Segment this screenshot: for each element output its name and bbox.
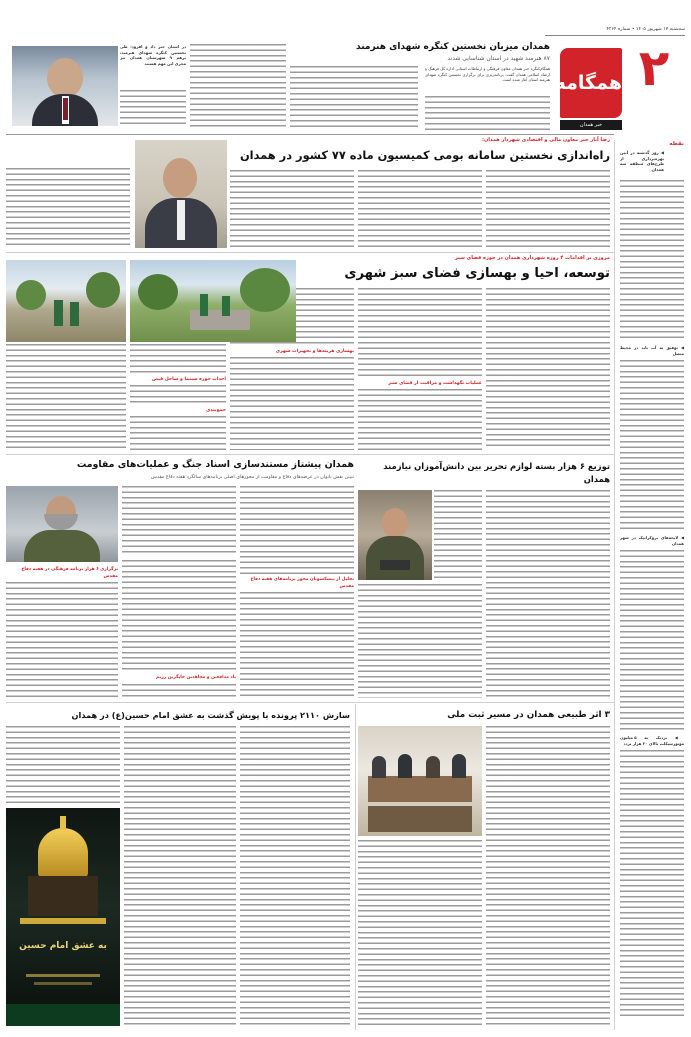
article4-text [240, 592, 354, 698]
lead-title: راه‌اندازی نخستین سامانه بومی کمیسیون ماده ۷۷ کشور در همدان [239, 148, 610, 162]
masthead-rule [545, 35, 685, 36]
article6-text [124, 726, 236, 1026]
article2-subhead: عملیات نگهداشت و مراقبت از فضای سبز [388, 381, 482, 386]
article5-text [486, 726, 610, 1026]
lead-text [358, 170, 482, 248]
top-story-title: همدان میزبان نخستین کنگره شهدای هنرمند [356, 42, 550, 52]
top-story [290, 40, 550, 132]
article4-subtitle: تبیین نقش بانوان در عرصه‌های دفاع و مقاومت از محورهای اصلی برنامه‌های سالگرد هفته دفاع مقدس [150, 475, 354, 480]
shrine-poster [6, 808, 120, 1026]
section-rule [6, 252, 614, 253]
lead-kicker: رضا آبار خبر معاون مالی و اقتصادی شهردار همدان: [482, 137, 610, 143]
article4-text [6, 582, 118, 698]
meeting-photo [358, 726, 482, 836]
article6-title: سازش ۲۱۱۰ پرونده با پویش گذشت به عشق امام حسین(ع) در همدان [71, 710, 350, 720]
article3-text [486, 490, 610, 698]
sidebar [620, 140, 684, 1030]
top-story-text [190, 44, 286, 130]
article5-title: ۳ اثر طبیعی همدان در مسیر ثبت ملی [447, 710, 610, 720]
top-story-text [425, 96, 550, 130]
speaker-photo [358, 490, 432, 580]
article3-title: توزیع ۶ هزار بسته لوازم تحریر بین دانش‌آموزان نیازمند همدان [383, 461, 610, 484]
official-photo [135, 140, 227, 248]
article2-subhead: جمع‌بندی [206, 408, 226, 413]
article2-text [486, 288, 610, 450]
article2-text [230, 357, 354, 450]
portrait-photo [12, 46, 118, 126]
article5-text [358, 840, 482, 1026]
quote-text: در استان خبر داد و افزود: طی نخستین کنگره شهدای هنرمند، برهم ۹ شهرستان همدان نیز مجری این مهم هستند [120, 44, 186, 66]
column-rule [355, 704, 356, 1030]
sidebar-snippet: ◀ روز گذشته در آیین بهره‌برداری از طرح‌های منطقه سه همدان [620, 150, 664, 172]
article4-text [122, 684, 236, 698]
sidebar-text [620, 750, 684, 1020]
sidebar-snippet: ◀ توفیق به آب باید در محیط متصل [620, 345, 684, 356]
sidebar-text [620, 360, 684, 530]
lead-text [230, 170, 354, 248]
article6-text [240, 726, 350, 1026]
article2-text [130, 385, 226, 405]
sidebar-snippet: ◀ نزدیک به ۵ میلیون موتورسیکلت بالای ۳۰ هزار تردد [620, 735, 684, 746]
article2-text [6, 344, 126, 450]
article2-subhead: احداث حوزه سینما و ساحل فیض [151, 377, 226, 382]
issue-date: سه‌شنبه ۱۷ شهریور ۱۴۰۵ • شماره ۴۲۶۴ [606, 27, 685, 32]
article4-subhead: یاد مدافعین و مجاهدین جایگزین رژیم [156, 675, 236, 680]
article4-title: همدان پیشتاز مستندسازی اسناد جنگ و عملیات‌های مقاومت [76, 459, 354, 470]
article4-text [122, 560, 236, 670]
article3-text [434, 490, 482, 580]
article4-text [122, 486, 236, 556]
top-story-body: همگام‌کنگره خبر همدان معاون فرهنگی و ارتباطات استانی اداره کل فرهنگ و ارشاد اسلامی همدان گفت: برنامه‌ریزی برای برگزاری نخستین کنگره شهدای هنرمند استان آغاز شده است. [425, 66, 550, 83]
article2-text [358, 389, 482, 450]
article3-text [358, 584, 482, 698]
sidebar-snippet: ◀ لایحه‌های بروکراتیک در شهر همدان [620, 535, 684, 546]
section-rule [6, 454, 614, 455]
top-story-subtitle: ۸۷ هنرمند شهید در استان شناسایی شدند [447, 55, 550, 62]
section-badge: خبر همدان [560, 120, 622, 130]
article6-text [6, 726, 120, 804]
article2-subhead: بهسازی هزینه‌ها و تجهیزات شهری [275, 349, 354, 354]
article2-text [130, 416, 226, 450]
sidebar-text [620, 180, 684, 340]
article4-subhead: تجلیل از پیشکسوتان محور برنامه‌های هفته دفاع مقدس [250, 577, 354, 589]
lead-text [6, 168, 130, 248]
article2-text [358, 288, 482, 378]
park-photo-2 [6, 260, 126, 342]
lead-text [486, 170, 610, 248]
sidebar-text [620, 550, 684, 730]
article2-kicker: مروری بر اقدامات ۴ روزه شهرداری همدان در حوزه فضای سبز [454, 255, 610, 261]
commander-photo [6, 486, 118, 562]
page-number: ۲ [638, 39, 670, 97]
sidebar-label: نقطه [669, 141, 684, 147]
top-story-text [290, 66, 418, 130]
article4-text [240, 486, 354, 574]
quote-text-lines [120, 90, 186, 128]
brand-logo: همگامه [560, 48, 622, 118]
article4-subhead: برگزاری ۶ هزار برنامه فرهنگی در هفته دفاع مقدس [21, 567, 118, 579]
section-rule [6, 702, 614, 703]
article2-title: توسعه، احیا و بهسازی فضای سبز شهری [344, 266, 610, 281]
section-rule [6, 134, 614, 135]
park-photo-1 [130, 260, 296, 342]
article2-text [130, 344, 226, 374]
quote-box [6, 44, 186, 130]
column-rule [614, 140, 615, 1030]
masthead [554, 39, 684, 130]
poster-caption: به عشق امام حسین [19, 941, 107, 951]
